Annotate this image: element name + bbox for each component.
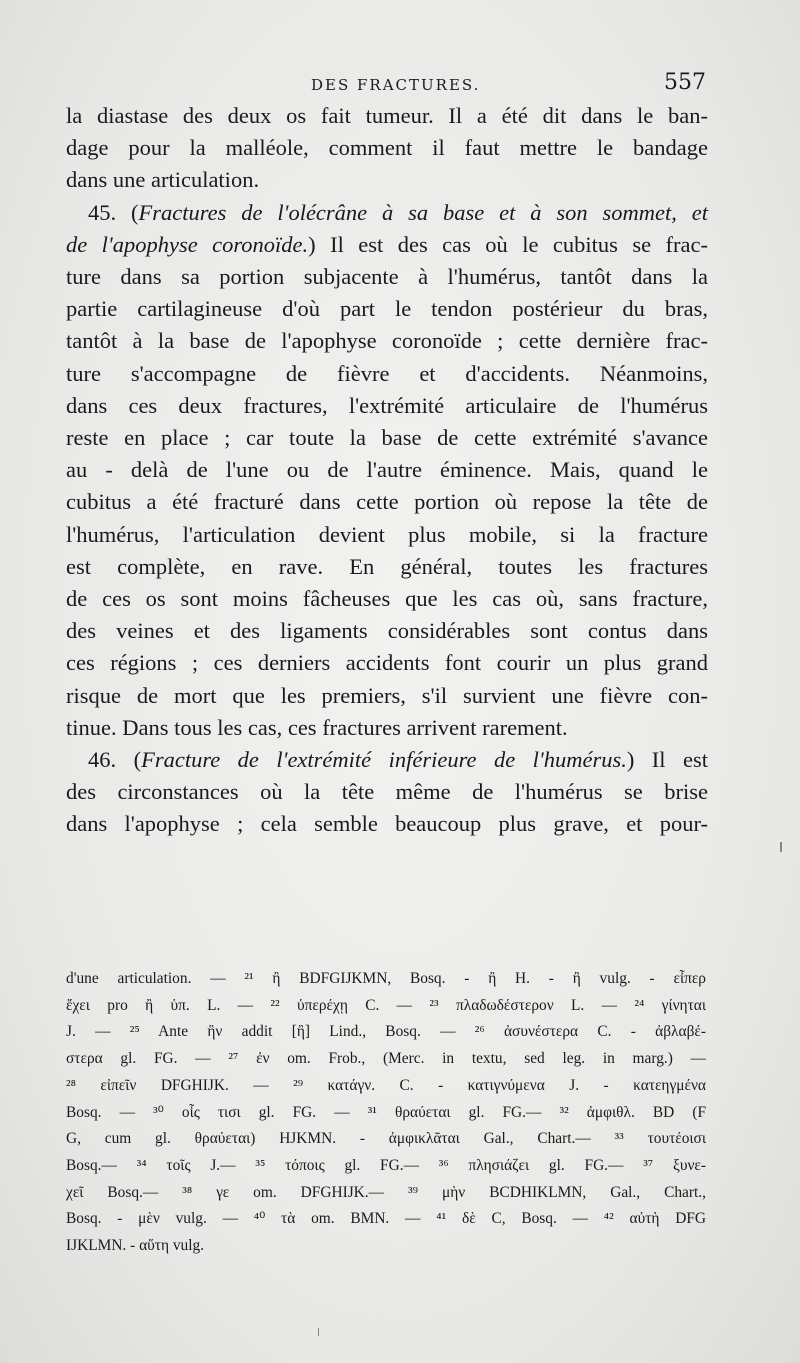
footnote-line: ²⁸ εἰπεῖν DFGHIJK. — ²⁹ κατάγν. C. - κατιγνύμενα J. - κατεηγμένα: [66, 1076, 706, 1094]
text-line: ces régions ; ces derniers accidents font courir un plus grand: [66, 650, 708, 676]
footnote-line: IJKLMN. - αὕτη vulg.: [66, 1237, 205, 1255]
text-line: des veines et des ligaments considérables sont contus dans: [66, 618, 708, 644]
text-line: la diastase des deux os fait tumeur. Il a été dit dans le ban-: [66, 103, 708, 128]
text-line: dage pour la malléole, comment il faut mettre le bandage: [66, 135, 708, 161]
text-line: l'humérus, l'articulation devient plus mobile, si la fracture: [66, 521, 708, 547]
text-line: reste en place ; car toute la base de cette extrémité s'avance: [66, 425, 708, 451]
text-line: ture dans sa portion subjacente à l'humérus, tantôt dans la: [66, 264, 708, 290]
footnote-line: ἔχει pro ἢ ὑπ. L. — ²² ὑπερέχῃ C. — ²³ πλαδωδέστερον L. — ²⁴ γίνηται: [66, 996, 706, 1014]
text-line: au - delà de l'une ou de l'autre éminence. Mais, quand le: [66, 457, 708, 483]
footnote-line: Bosq. - μὲν vulg. — ⁴⁰ τὰ om. BMN. — ⁴¹ δὲ C, Bosq. — ⁴² αὐτὴ DFG: [66, 1210, 706, 1228]
text-line: risque de mort que les premiers, s'il survient une fièvre con-: [66, 682, 708, 708]
footnote-line: χεῖ Bosq.— ³⁸ γε om. DFGHIJK.— ³⁹ μὴν BCDHIKLMN, Gal., Chart.,: [66, 1183, 706, 1201]
section-heading-45: 45. (Fractures de l'olécrâne à sa base et à son sommet, et: [88, 199, 709, 225]
footnote-line: στερα gl. FG. — ²⁷ ἐν om. Frob., (Merc. in textu, sed leg. in marg.) —: [66, 1050, 706, 1068]
footnote-line: Bosq. — ³⁰ οἷς τισι gl. FG. — ³¹ θραύεται gl. FG.— ³² ἀμφιθλ. BD (F: [66, 1103, 706, 1121]
text-line: de ces os sont moins fâcheuses que les cas où, sans fracture,: [66, 586, 708, 612]
page-number: 557: [664, 70, 706, 95]
footnote-line: d'une articulation. — ²¹ ἢ BDFGIJKMN, Bosq. - ἢ H. - ἢ vulg. - εἶπερ: [66, 970, 706, 987]
running-title: DES FRACTURES.: [311, 76, 481, 94]
text-line: de l'apophyse coronoïde.) Il est des cas où le cubitus se frac-: [66, 231, 708, 257]
text-line: est complète, en rave. En général, toutes les fractures: [66, 553, 708, 579]
text-line: dans l'apophyse ; cela semble beaucoup plus grave, et pour-: [66, 811, 708, 837]
text-line: cubitus a été fracturé dans cette portion où repose la tête de: [66, 489, 708, 515]
section-heading-46: 46. (Fracture de l'extrémité inférieure de l'humérus.) Il est: [88, 747, 708, 773]
page-header: [66, 70, 706, 104]
footnotes: [66, 966, 706, 1260]
text-line: des circonstances où la tête même de l'humérus se brise: [66, 779, 708, 805]
scan-speck: [318, 1328, 319, 1336]
text-line: partie cartilagineuse d'où part le tendon postérieur du bras,: [66, 296, 708, 322]
main-text: [66, 100, 708, 841]
scan-speck: [780, 842, 782, 852]
text-line: tinue. Dans tous les cas, ces fractures arrivent rarement.: [66, 714, 568, 740]
text-line: tantôt à la base de l'apophyse coronoïde ; cette dernière frac-: [66, 328, 708, 354]
text-line: dans une articulation.: [66, 167, 260, 193]
text-line: ture s'accompagne de fièvre et d'accidents. Néanmoins,: [66, 360, 708, 386]
text-line: dans ces deux fractures, l'extrémité articulaire de l'humérus: [66, 392, 708, 418]
footnote-line: J. — ²⁵ Ante ἣν addit [ἢ] Lind., Bosq. — ²⁶ ἀσυνέστερα C. - ἀβλαβέ-: [66, 1023, 706, 1041]
footnote-line: Bosq.— ³⁴ τοῖς J.— ³⁵ τόποις gl. FG.— ³⁶ πλησιάζει gl. FG.— ³⁷ ξυνε-: [66, 1156, 706, 1174]
footnote-line: G, cum gl. θραύεται) HJKMN. - ἀμφικλᾶται Gal., Chart.— ³³ τουτέοισι: [66, 1130, 706, 1148]
